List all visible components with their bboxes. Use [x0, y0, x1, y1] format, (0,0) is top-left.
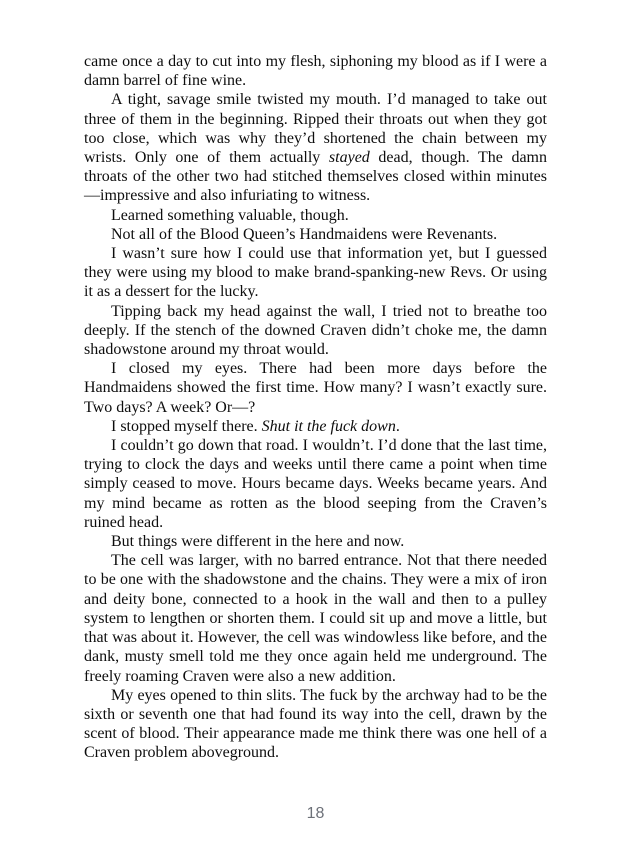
paragraph: [84, 225, 547, 244]
text-segment: came once a day to cut into my flesh, siphoning my blood as if I were a damn barrel of fine wine.: [84, 53, 547, 90]
page-number: 18: [306, 805, 325, 822]
text-segment: I wasn’t sure how I could use that information yet, but I guessed they were using my blood to make brand-spanking-new Revs. Or using it as a dessert for the lucky.: [84, 245, 547, 301]
paragraph: [84, 417, 547, 436]
text-segment: But things were different in the here and now.: [111, 533, 405, 551]
italic-text-segment: Shut it the fuck down: [261, 417, 396, 435]
paragraph: [84, 52, 547, 90]
paragraph: [84, 359, 547, 417]
text-segment: Learned something valuable, though.: [111, 206, 349, 224]
italic-text-segment: stayed: [328, 149, 370, 167]
text-segment: I couldn’t go down that road. I wouldn’t. I’d done that the last time, trying to clock the days and weeks until there came a point when time simply ceased to move. Hours became days. Weeks became years. And my mind became as rotten as the blood seeping from the Craven’s ruined head.: [84, 437, 547, 531]
paragraph: [84, 302, 547, 360]
text-segment: I stopped myself there.: [111, 417, 262, 435]
paragraph: [84, 436, 547, 532]
paragraph: [84, 686, 547, 763]
text-segment: Not all of the Blood Queen’s Handmaidens were Revenants.: [111, 225, 498, 243]
text-segment: The cell was larger, with no barred entrance. Not that there needed to be one with the shadowstone and the chains. They were a mix of iron and deity bone, connected to a hook in the wall and then to a pulley system to lengthen or shorten them. I could sit up and move a little, but that was about it. However, the cell was windowless like before, and the dank, musty smell told me they once again held me underground. The freely roaming Craven were also a new addition.: [84, 552, 547, 685]
page-text: [84, 52, 547, 763]
text-segment: A tight, savage smile twisted my mouth. I’d managed to take out three of them in the beginning. Ripped their throats out when they got too close, which was why they’d shortened the chain between my wrists. Only one of them actually: [84, 91, 547, 167]
text-segment: Tipping back my head against the wall, I tried not to breathe too deeply. If the stench of the downed Craven didn’t choke me, the damn shadowstone around my throat would.: [84, 302, 547, 359]
paragraph: [84, 206, 547, 225]
paragraph: [84, 532, 547, 551]
text-segment: .: [395, 417, 400, 435]
paragraph: [84, 90, 547, 205]
paragraph: [84, 244, 547, 302]
text-segment: dead, though. The damn throats of the other two had stitched themselves closed within minutes—impressive and also infuriating to witness.: [84, 149, 547, 205]
text-segment: I closed my eyes. There had been more days before the Handmaidens showed the first time. How many? I wasn’t exactly sure. Two days? A week? Or—?: [84, 360, 547, 416]
text-segment: My eyes opened to thin slits. The fuck by the archway had to be the sixth or seventh one that had found its way into the cell, drawn by the scent of blood. Their appearance made me think there was one hell of a Craven problem aboveground.: [84, 686, 547, 762]
paragraph: [84, 551, 547, 685]
